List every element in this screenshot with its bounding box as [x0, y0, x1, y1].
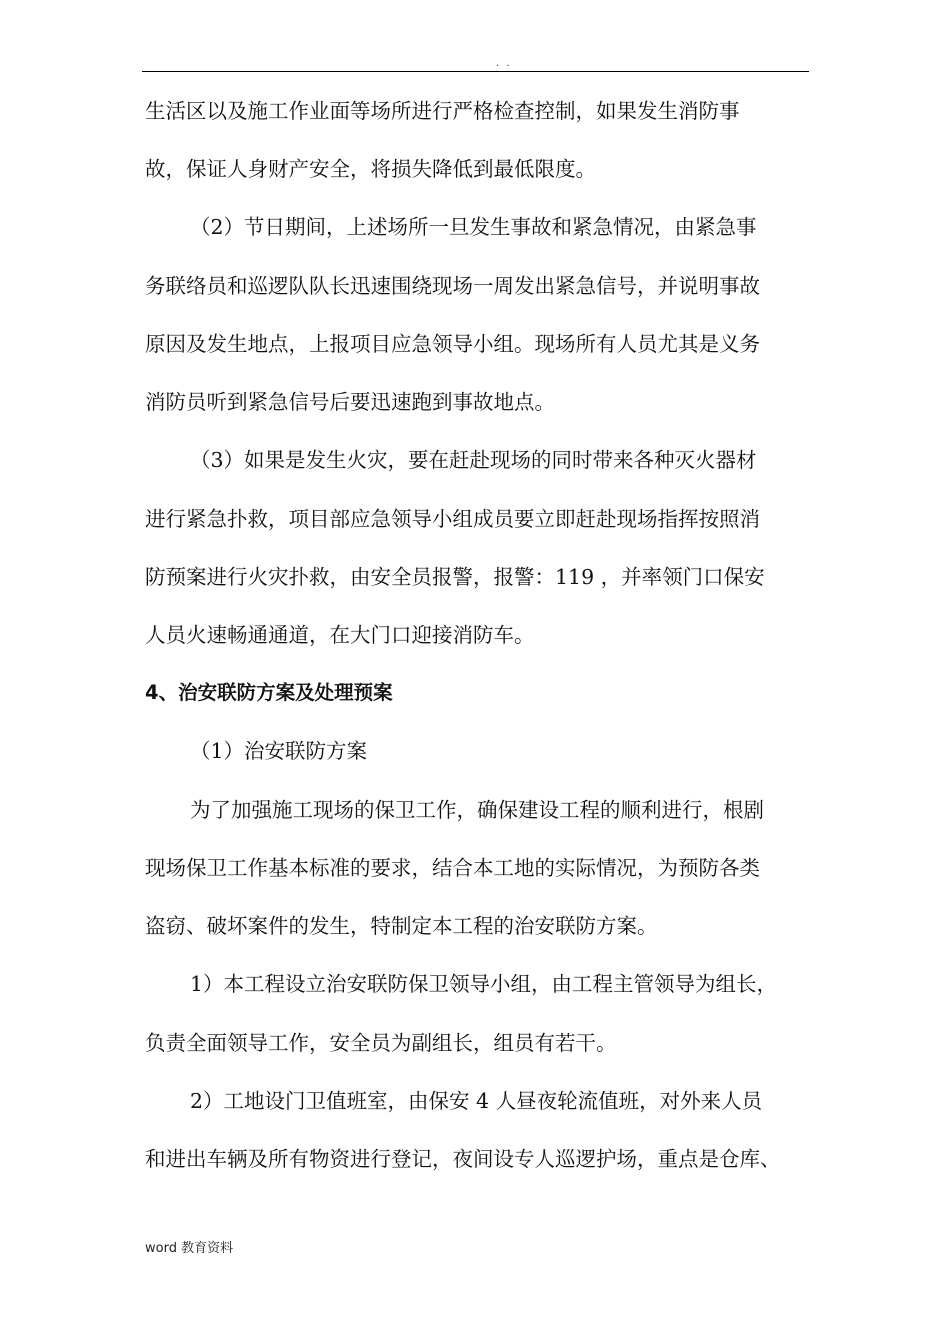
text-line: 和进出车辆及所有物资进行登记，夜间设专人巡逻护场，重点是仓库、 — [145, 1147, 781, 1171]
text-line: 进行紧急扑救，项目部应急领导小组成员要立即赶赴现场指挥按照消 — [145, 507, 760, 531]
text-line: 生活区以及施工作业面等场所进行严格检查控制，如果发生消防事 — [145, 99, 740, 123]
list-item-first-line: 2）工地设门卫值班室，由保安 4 人昼夜轮流值班，对外来人员 — [190, 1089, 763, 1113]
text-line: 故，保证人身财产安全，将损失降低到最低限度。 — [145, 157, 596, 181]
header-dots: . . — [496, 58, 512, 69]
header-rule — [142, 71, 809, 72]
text-line: 现场保卫工作基本标准的要求，结合本工地的实际情况，为预防各类 — [145, 856, 760, 880]
footer-label: word 教育资料 — [145, 1241, 234, 1256]
section-heading: 4、治安联防方案及处理预案 — [145, 681, 393, 704]
text-line: 盗窃、破坏案件的发生，特制定本工程的治安联防方案。 — [145, 914, 658, 938]
paragraph-first-line: （2）节日期间，上述场所一旦发生事故和紧急情况，由紧急事 — [190, 215, 757, 239]
text-line: 人员火速畅通通道，在大门口迎接消防车。 — [145, 623, 535, 647]
subsection-heading: （1）治安联防方案 — [190, 739, 368, 763]
text-line: 务联络员和巡逻队队长迅速围绕现场一周发出紧急信号，并说明事故 — [145, 274, 760, 298]
list-item-first-line: 1）本工程设立治安联防保卫领导小组，由工程主管领导为组长， — [190, 972, 778, 996]
paragraph-first-line: （3）如果是发生火灾，要在赶赴现场的同时带来各种灭火器材 — [190, 448, 757, 472]
text-line: 负责全面领导工作，安全员为副组长，组员有若干。 — [145, 1031, 617, 1055]
text-line: 防预案进行火灾扑救，由安全员报警，报警：119 ，并率领门口保安 — [145, 565, 765, 589]
text-line: 原因及发生地点，上报项目应急领导小组。现场所有人员尤其是义务 — [145, 332, 760, 356]
text-line: 消防员听到紧急信号后要迅速跑到事故地点。 — [145, 390, 555, 414]
paragraph-first-line: 为了加强施工现场的保卫工作，确保建设工程的顺利进行，根剧 — [190, 798, 764, 822]
